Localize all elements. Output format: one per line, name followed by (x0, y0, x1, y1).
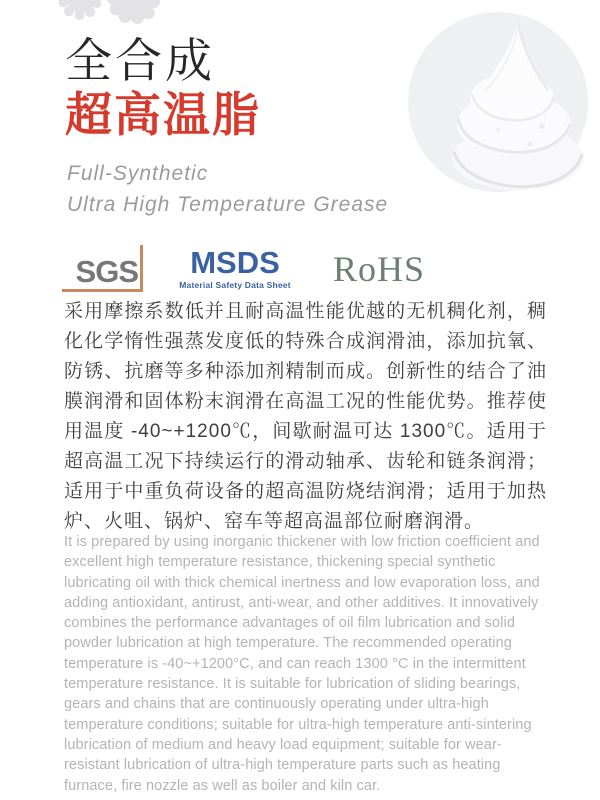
sgs-badge-label: SGS (75, 254, 138, 289)
description-english: It is prepared by using inorganic thickener with low friction coefficient and excellent high temperature resistance, thickening special synthetic lubricating oil with thick chemical inertness and low evaporation loss, and adding antioxidant, antirust, anti-wear, and other additives. It innovatively combines the performance advantages of oil film lubrication and solid powder lubrication at high temperature. The recommended operating temperature is -40~+1200°C, and can reach 1300 °C in the intermittent temperature resistance. It is suitable for lubrication of sliding bearings, gears and chains that are continuously operating under ultra-high temperature conditions; suitable for ultra-high temperature anti-sintering lubrication of medium and heavy load equipment; suitable for wear-resistant lubrication of ultra-high temperature parts such as heating furnace, fire nozzle as well as boiler and kiln car. (64, 534, 540, 794)
product-title-cn-red: 超高温脂 (65, 88, 261, 141)
product-subtitle-en (67, 158, 388, 220)
msds-badge-label: MSDS (190, 245, 280, 280)
product-image (402, 6, 600, 206)
product-subtitle-line1: Full-Synthetic (67, 162, 209, 185)
msds-badge-subtext: Material Safety Data Sheet (179, 280, 291, 290)
rohs-badge: RoHS (333, 249, 426, 289)
gear-icon (58, 0, 168, 30)
description-chinese: 采用摩擦系数低并且耐高温性能优越的无机稠化剂，稠化化学惰性强蒸发度低的特殊合成润滑油，添加抗氧、防锈、抗磨等多种添加剂精制而成。创新性的结合了油膜润滑和固体粉末润滑在高温工况的性能优势。推荐使用温度 -40~+1200℃，间歇耐温可达 1300℃。适用于超高温工况下持续运行的滑动轴承、齿轮和链条润滑；适用于中重负荷设备的超高温防烧结润滑；适用于加热炉、火咀、锅炉、窑车等超高温部位耐磨润滑。 (64, 301, 547, 532)
msds-badge (171, 245, 299, 292)
certification-badges (62, 240, 425, 292)
sgs-badge (62, 245, 143, 292)
product-subtitle-line2: Ultra High Temperature Grease (67, 193, 389, 216)
product-title-cn-black: 全合成 (65, 34, 215, 87)
